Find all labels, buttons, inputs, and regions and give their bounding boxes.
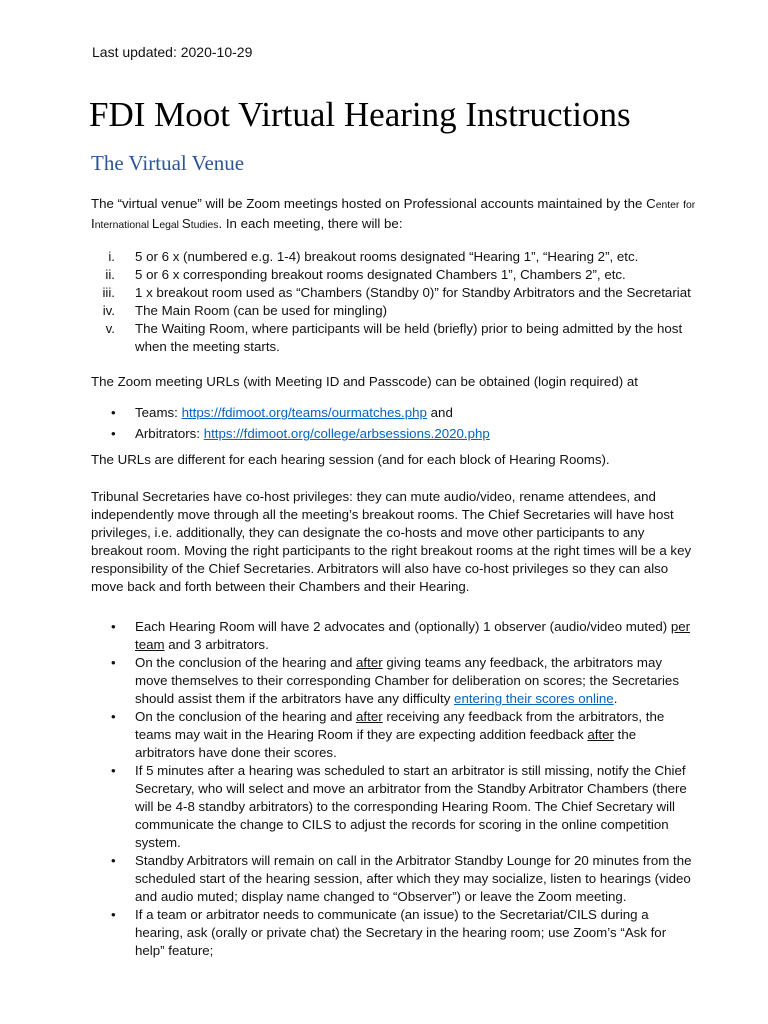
bullet-icon: •: [111, 853, 116, 868]
bullet-icon: •: [111, 426, 116, 441]
list-item: [91, 654, 697, 708]
org-egal: egal: [159, 220, 182, 231]
rule-text: On the conclusion of the hearing and: [135, 709, 357, 724]
org-tudies: tudies: [190, 220, 219, 231]
list-item: [91, 402, 697, 423]
list-item: [91, 266, 697, 284]
bullet-icon: •: [111, 619, 116, 634]
last-updated: Last updated: 2020-10-29: [92, 44, 253, 60]
list-item: [91, 248, 697, 266]
org-s: S: [181, 216, 191, 231]
list-number: ii.: [105, 267, 115, 282]
teams-label: Teams:: [135, 405, 182, 420]
list-item: [91, 852, 697, 906]
list-text: The Waiting Room, where participants will be held (briefly) prior to being admitted by the host when the meeting starts.: [135, 321, 683, 354]
list-item: [91, 284, 697, 302]
urls-note: The URLs are different for each hearing session (and for each block of Hearing Rooms).: [91, 452, 610, 467]
arbitrators-url-link[interactable]: https://fdimoot.org/college/arbsessions.2020.php: [203, 426, 490, 441]
list-text: 5 or 6 x (numbered e.g. 1-4) breakout rooms designated “Hearing 1”, “Hearing 2”, etc.: [135, 249, 639, 264]
org-c: C: [646, 196, 656, 211]
page-title: FDI Moot Virtual Hearing Instructions: [89, 95, 631, 134]
list-number: iv.: [102, 303, 115, 318]
secretaries-paragraph: Tribunal Secretaries have co-host privileges: they can mute audio/video, rename attendees, and independently move through all the meeting’s breakout rooms. The Chief Secretaries will have host privileges, i.e. additionally, they can designate the co-hosts and move other participants to any breakout room. Moving the right participants to the right breakout rooms at the right times will be a key responsibility of the Chief Secretaries. Arbitrators will also have co-host privileges so they can also move back and forth between their Chambers and their Hearing.: [91, 489, 692, 594]
intro-text-end: . In each meeting, there will be:: [218, 216, 403, 231]
bullet-icon: •: [111, 907, 116, 922]
list-item: [91, 302, 697, 320]
list-number: v.: [105, 321, 115, 336]
teams-url-link[interactable]: https://fdimoot.org/teams/ourmatches.php: [181, 405, 427, 420]
rule-emphasis: after: [587, 727, 614, 742]
org-for: for: [683, 200, 696, 211]
teams-suffix: and: [426, 405, 453, 420]
list-item: [91, 320, 697, 356]
list-item: [91, 618, 697, 654]
list-text: 1 x breakout room used as “Chambers (Standby 0)” for Standby Arbitrators and the Secretariat: [135, 285, 691, 300]
list-number: i.: [108, 249, 115, 264]
urls-intro: The Zoom meeting URLs (with Meeting ID and Passcode) can be obtained (login required) at: [91, 374, 638, 389]
bullet-icon: •: [111, 655, 116, 670]
rule-emphasis: after: [356, 709, 383, 724]
list-number: iii.: [102, 285, 115, 300]
org-enter: enter: [655, 200, 680, 211]
list-item: [91, 906, 697, 960]
rule-text: .: [613, 691, 618, 706]
rule-text: and 3 arbitrators.: [164, 637, 269, 652]
rule-text: giving teams any feedback, the arbitrators may move themselves to their corresponding Chamber for deliberation on scores; the Secretaries should assist them if the arbitrators have any difficulty: [135, 655, 679, 706]
list-item: [91, 708, 697, 762]
list-item: [91, 762, 697, 852]
org-l: L: [151, 216, 160, 231]
bullet-icon: •: [111, 405, 116, 420]
rule-text: Each Hearing Room will have 2 advocates and (optionally) 1 observer (audio/video muted): [135, 619, 671, 634]
rule-text: On the conclusion of the hearing and: [135, 655, 357, 670]
rule-emphasis: after: [356, 655, 383, 670]
intro-paragraph: [91, 195, 697, 235]
rules-list: [91, 618, 697, 960]
rule-text: the arbitrators have done their scores.: [135, 727, 637, 760]
bullet-icon: •: [111, 709, 116, 724]
org-i: I: [91, 216, 95, 231]
rooms-list: [91, 248, 697, 356]
intro-text: The “virtual venue” will be Zoom meetings hosted on Professional accounts maintained by the: [91, 196, 647, 211]
org-nternational: nternational: [94, 220, 152, 231]
section-heading: The Virtual Venue: [91, 151, 245, 175]
rule-text: If 5 minutes after a hearing was scheduled to start an arbitrator is still missing, notify the Chief Secretary, who will select and move an arbitrator from the Standby Arbitrator Chambers (there will be 4-8 standby arbitrators) to the corresponding Hearing Room. The Chief Secretary will communicate the change to CILS to adjust the records for scoring in the online competition system.: [135, 763, 687, 850]
url-list: [91, 402, 697, 444]
rule-text: If a team or arbitrator needs to communicate (an issue) to the Secretariat/CILS during a hearing, ask (orally or private chat) the Secretary in the hearing room; use Zoom’s “Ask for help” feature;: [135, 907, 667, 958]
list-item: [91, 423, 697, 444]
enter-scores-link[interactable]: entering their scores online: [454, 691, 614, 706]
rule-text: receiving any feedback from the arbitrators, the teams may wait in the Hearing Room if they are expecting addition feedback: [135, 709, 665, 742]
rule-emphasis: per team: [135, 619, 691, 652]
rule-text: Standby Arbitrators will remain on call in the Arbitrator Standby Lounge for 20 minutes from the scheduled start of the hearing session, after which they may socialize, listen to hearings (video and audio muted; display name changed to “Observer”) or leave the Zoom meeting.: [135, 853, 692, 904]
list-text: The Main Room (can be used for mingling): [135, 303, 388, 318]
bullet-icon: •: [111, 763, 116, 778]
arbitrators-label: Arbitrators:: [135, 426, 204, 441]
list-text: 5 or 6 x corresponding breakout rooms designated Chambers 1”, Chambers 2”, etc.: [135, 267, 626, 282]
